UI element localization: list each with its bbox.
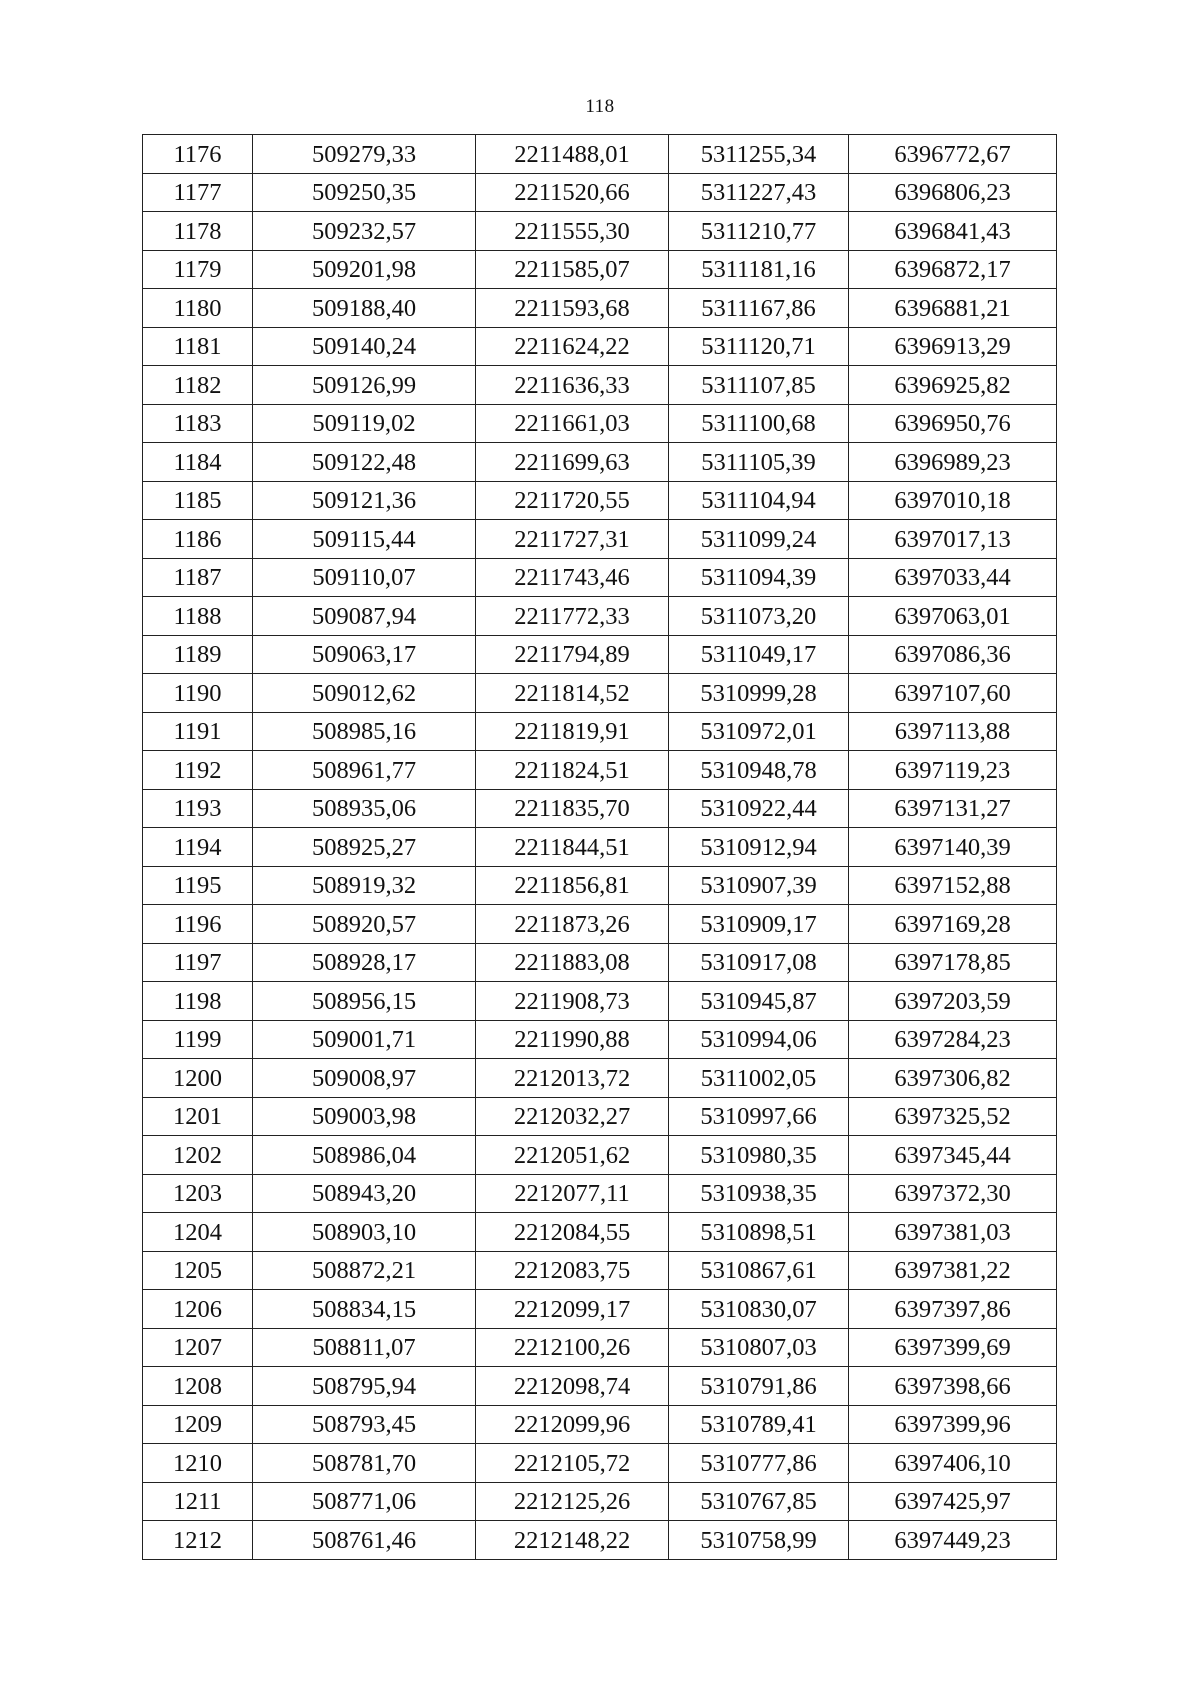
table-row [143,443,1057,482]
coord-cell: 508986,04 [253,1136,476,1175]
point-number-cell: 1203 [143,1174,253,1213]
coord-cell: 2211699,63 [476,443,669,482]
table-row [143,1405,1057,1444]
coord-cell: 2212084,55 [476,1213,669,1252]
coord-cell: 509126,99 [253,366,476,405]
coord-cell: 2211555,30 [476,212,669,251]
table-row [143,1136,1057,1175]
coord-cell: 5310830,07 [669,1290,849,1329]
coord-cell: 2211585,07 [476,250,669,289]
coord-cell: 2211883,08 [476,943,669,982]
coord-cell: 509115,44 [253,520,476,559]
point-number-cell: 1202 [143,1136,253,1175]
coord-cell: 6397449,23 [849,1521,1057,1560]
coord-cell: 2212125,26 [476,1482,669,1521]
table-row [143,1521,1057,1560]
table-row [143,404,1057,443]
coord-cell: 2211835,70 [476,789,669,828]
coord-cell: 5311120,71 [669,327,849,366]
coord-cell: 2212099,96 [476,1405,669,1444]
coord-cell: 508943,20 [253,1174,476,1213]
coord-cell: 508935,06 [253,789,476,828]
table-row [143,828,1057,867]
coord-cell: 2211873,26 [476,905,669,944]
point-number-cell: 1193 [143,789,253,828]
page-number: 118 [585,96,615,117]
coord-cell: 6397325,52 [849,1097,1057,1136]
coord-cell: 6396881,21 [849,289,1057,328]
point-number-cell: 1212 [143,1521,253,1560]
coord-cell: 509140,24 [253,327,476,366]
coord-cell: 2211819,91 [476,712,669,751]
coord-cell: 5311100,68 [669,404,849,443]
coord-cell: 5310907,39 [669,866,849,905]
coord-cell: 2211720,55 [476,481,669,520]
coord-cell: 6397033,44 [849,558,1057,597]
point-number-cell: 1198 [143,982,253,1021]
coord-cell: 508795,94 [253,1367,476,1406]
point-number-cell: 1194 [143,828,253,867]
coord-cell: 508956,15 [253,982,476,1021]
point-number-cell: 1188 [143,597,253,636]
point-number-cell: 1199 [143,1020,253,1059]
coord-cell: 2211636,33 [476,366,669,405]
coord-cell: 509232,57 [253,212,476,251]
table-row [143,289,1057,328]
point-number-cell: 1204 [143,1213,253,1252]
coord-cell: 6396913,29 [849,327,1057,366]
coord-cell: 2211908,73 [476,982,669,1021]
coord-cell: 509001,71 [253,1020,476,1059]
point-number-cell: 1187 [143,558,253,597]
coordinates-table-body [143,135,1057,1560]
coord-cell: 508928,17 [253,943,476,982]
coord-cell: 2211727,31 [476,520,669,559]
table-row [143,751,1057,790]
coord-cell: 6397372,30 [849,1174,1057,1213]
table-row [143,1328,1057,1367]
coord-cell: 2211856,81 [476,866,669,905]
point-number-cell: 1176 [143,135,253,174]
coord-cell: 509122,48 [253,443,476,482]
point-number-cell: 1180 [143,289,253,328]
table-row [143,212,1057,251]
coord-cell: 6397203,59 [849,982,1057,1021]
coord-cell: 6397406,10 [849,1444,1057,1483]
point-number-cell: 1192 [143,751,253,790]
coord-cell: 508961,77 [253,751,476,790]
point-number-cell: 1196 [143,905,253,944]
coord-cell: 2211844,51 [476,828,669,867]
coord-cell: 6397131,27 [849,789,1057,828]
coord-cell: 5310767,85 [669,1482,849,1521]
coord-cell: 509188,40 [253,289,476,328]
coord-cell: 2212083,75 [476,1251,669,1290]
table-row [143,558,1057,597]
point-number-cell: 1189 [143,635,253,674]
table-row [143,250,1057,289]
table-row [143,1367,1057,1406]
coord-cell: 2211488,01 [476,135,669,174]
table-row [143,674,1057,713]
coord-cell: 509279,33 [253,135,476,174]
coord-cell: 2211661,03 [476,404,669,443]
coord-cell: 5310922,44 [669,789,849,828]
point-number-cell: 1182 [143,366,253,405]
table-row [143,173,1057,212]
coord-cell: 509063,17 [253,635,476,674]
coord-cell: 509008,97 [253,1059,476,1098]
coord-cell: 508920,57 [253,905,476,944]
point-number-cell: 1197 [143,943,253,982]
coord-cell: 509201,98 [253,250,476,289]
coord-cell: 509250,35 [253,173,476,212]
coord-cell: 6397381,03 [849,1213,1057,1252]
coord-cell: 509003,98 [253,1097,476,1136]
coord-cell: 5310898,51 [669,1213,849,1252]
coord-cell: 5311255,34 [669,135,849,174]
table-row [143,1059,1057,1098]
coord-cell: 508925,27 [253,828,476,867]
coord-cell: 2212077,11 [476,1174,669,1213]
coord-cell: 6397113,88 [849,712,1057,751]
coord-cell: 6397119,23 [849,751,1057,790]
coord-cell: 6397399,96 [849,1405,1057,1444]
coord-cell: 6397140,39 [849,828,1057,867]
coord-cell: 6397306,82 [849,1059,1057,1098]
coord-cell: 6397152,88 [849,866,1057,905]
table-row [143,712,1057,751]
coord-cell: 5311002,05 [669,1059,849,1098]
point-number-cell: 1200 [143,1059,253,1098]
coord-cell: 5310758,99 [669,1521,849,1560]
table-row [143,1097,1057,1136]
coord-cell: 5311167,86 [669,289,849,328]
coord-cell: 5310999,28 [669,674,849,713]
coord-cell: 6397017,13 [849,520,1057,559]
coord-cell: 6397063,01 [849,597,1057,636]
coord-cell: 6397169,28 [849,905,1057,944]
coord-cell: 508985,16 [253,712,476,751]
coord-cell: 2211794,89 [476,635,669,674]
table-row [143,1020,1057,1059]
coord-cell: 508834,15 [253,1290,476,1329]
coord-cell: 2212013,72 [476,1059,669,1098]
coord-cell: 5310997,66 [669,1097,849,1136]
coord-cell: 5310791,86 [669,1367,849,1406]
point-number-cell: 1186 [143,520,253,559]
table-row [143,597,1057,636]
coord-cell: 5310912,94 [669,828,849,867]
coord-cell: 508793,45 [253,1405,476,1444]
coord-cell: 5310938,35 [669,1174,849,1213]
coord-cell: 509110,07 [253,558,476,597]
point-number-cell: 1178 [143,212,253,251]
coord-cell: 6397178,85 [849,943,1057,982]
coord-cell: 2212148,22 [476,1521,669,1560]
coord-cell: 509087,94 [253,597,476,636]
coord-cell: 6397010,18 [849,481,1057,520]
table-row [143,1444,1057,1483]
table-row [143,943,1057,982]
table-row [143,135,1057,174]
coord-cell: 5311094,39 [669,558,849,597]
coord-cell: 5311105,39 [669,443,849,482]
coord-cell: 508872,21 [253,1251,476,1290]
coord-cell: 2212098,74 [476,1367,669,1406]
table-row [143,789,1057,828]
coord-cell: 6396806,23 [849,173,1057,212]
table-row [143,1482,1057,1521]
coord-cell: 5310917,08 [669,943,849,982]
coord-cell: 5310994,06 [669,1020,849,1059]
coord-cell: 508903,10 [253,1213,476,1252]
coord-cell: 2211772,33 [476,597,669,636]
coord-cell: 5310945,87 [669,982,849,1021]
coord-cell: 6397345,44 [849,1136,1057,1175]
point-number-cell: 1179 [143,250,253,289]
coord-cell: 5310777,86 [669,1444,849,1483]
coord-cell: 2212032,27 [476,1097,669,1136]
coord-cell: 6396872,17 [849,250,1057,289]
table-row [143,1174,1057,1213]
coord-cell: 508919,32 [253,866,476,905]
table-row [143,366,1057,405]
table-row [143,1213,1057,1252]
coord-cell: 6397086,36 [849,635,1057,674]
coord-cell: 508771,06 [253,1482,476,1521]
coord-cell: 5310972,01 [669,712,849,751]
coord-cell: 5311104,94 [669,481,849,520]
coord-cell: 6397397,86 [849,1290,1057,1329]
coord-cell: 5311049,17 [669,635,849,674]
point-number-cell: 1184 [143,443,253,482]
point-number-cell: 1195 [143,866,253,905]
table-row [143,635,1057,674]
point-number-cell: 1191 [143,712,253,751]
coord-cell: 2211814,52 [476,674,669,713]
coord-cell: 508781,70 [253,1444,476,1483]
coord-cell: 6397381,22 [849,1251,1057,1290]
point-number-cell: 1190 [143,674,253,713]
point-number-cell: 1183 [143,404,253,443]
table-row [143,866,1057,905]
coord-cell: 2212100,26 [476,1328,669,1367]
coord-cell: 5311073,20 [669,597,849,636]
coord-cell: 6396772,67 [849,135,1057,174]
point-number-cell: 1211 [143,1482,253,1521]
coord-cell: 6396841,43 [849,212,1057,251]
coord-cell: 6397398,66 [849,1367,1057,1406]
coord-cell: 509119,02 [253,404,476,443]
table-row [143,520,1057,559]
point-number-cell: 1209 [143,1405,253,1444]
coord-cell: 2211520,66 [476,173,669,212]
point-number-cell: 1177 [143,173,253,212]
coord-cell: 2212105,72 [476,1444,669,1483]
coord-cell: 2211990,88 [476,1020,669,1059]
coord-cell: 2211624,22 [476,327,669,366]
coord-cell: 2211593,68 [476,289,669,328]
coord-cell: 5311181,16 [669,250,849,289]
coord-cell: 6397284,23 [849,1020,1057,1059]
coord-cell: 6397425,97 [849,1482,1057,1521]
table-row [143,982,1057,1021]
table-row [143,1251,1057,1290]
table-row [143,327,1057,366]
point-number-cell: 1181 [143,327,253,366]
coord-cell: 5310948,78 [669,751,849,790]
coord-cell: 5310807,03 [669,1328,849,1367]
point-number-cell: 1185 [143,481,253,520]
coord-cell: 2211824,51 [476,751,669,790]
coord-cell: 509121,36 [253,481,476,520]
coord-cell: 6397107,60 [849,674,1057,713]
coord-cell: 2211743,46 [476,558,669,597]
point-number-cell: 1210 [143,1444,253,1483]
coord-cell: 5311227,43 [669,173,849,212]
point-number-cell: 1201 [143,1097,253,1136]
point-number-cell: 1207 [143,1328,253,1367]
coord-cell: 5311210,77 [669,212,849,251]
coordinates-table [142,134,1057,1560]
coord-cell: 508761,46 [253,1521,476,1560]
coord-cell: 6396925,82 [849,366,1057,405]
coord-cell: 6397399,69 [849,1328,1057,1367]
table-row [143,1290,1057,1329]
coord-cell: 2212051,62 [476,1136,669,1175]
point-number-cell: 1206 [143,1290,253,1329]
coord-cell: 5310789,41 [669,1405,849,1444]
coord-cell: 5311107,85 [669,366,849,405]
coord-cell: 6396950,76 [849,404,1057,443]
coord-cell: 5310980,35 [669,1136,849,1175]
table-row [143,905,1057,944]
coord-cell: 5310909,17 [669,905,849,944]
point-number-cell: 1208 [143,1367,253,1406]
coord-cell: 508811,07 [253,1328,476,1367]
coord-cell: 509012,62 [253,674,476,713]
coord-cell: 5311099,24 [669,520,849,559]
coord-cell: 2212099,17 [476,1290,669,1329]
coord-cell: 6396989,23 [849,443,1057,482]
coord-cell: 5310867,61 [669,1251,849,1290]
point-number-cell: 1205 [143,1251,253,1290]
table-row [143,481,1057,520]
